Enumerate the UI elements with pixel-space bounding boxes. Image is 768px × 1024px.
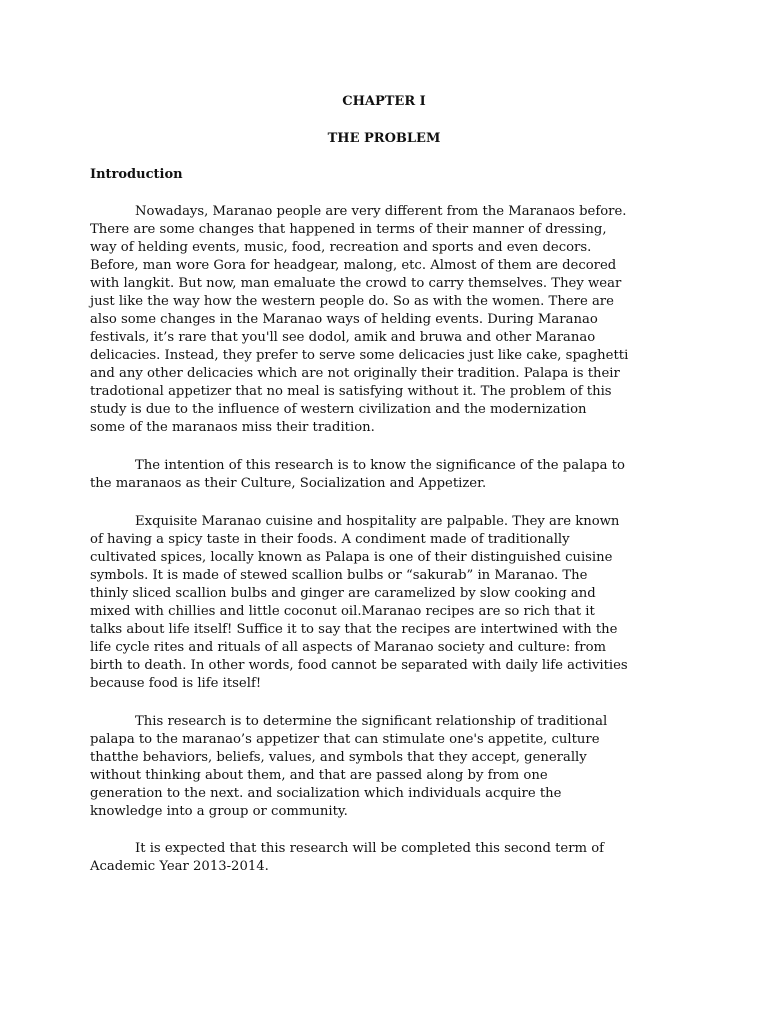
paragraph-line: just like the way how the western people do. So as with the women. There are xyxy=(90,294,614,309)
paragraph-line: birth to death. In other words, food cannot be separated with daily life activities xyxy=(90,658,628,673)
paragraph-line: It is expected that this research will be completed this second term of xyxy=(135,841,605,856)
paragraph-line: generation to the next. and socialization which individuals acquire the xyxy=(90,786,562,801)
paragraph-line: Before, man wore Gora for headgear, malong, etc. Almost of them are decored xyxy=(90,258,617,273)
paragraph-line: There are some changes that happened in terms of their manner of dressing, xyxy=(90,222,607,237)
paragraph-line: of having a spicy taste in their foods. A condiment made of traditionally xyxy=(90,532,570,547)
paragraph-line: delicacies. Instead, they prefer to serve some delicacies just like cake, spaghetti xyxy=(90,348,629,363)
paragraph-line: with langkit. But now, man emaluate the crowd to carry themselves. They wear xyxy=(90,276,622,291)
paragraph-line: festivals, it’s rare that you'll see dodol, amik and bruwa and other Maranao xyxy=(90,330,596,345)
paragraph-line: knowledge into a group or community. xyxy=(90,804,348,819)
paragraph-line: also some changes in the Maranao ways of helding events. During Maranao xyxy=(90,312,598,327)
paragraph-line: because food is life itself! xyxy=(90,676,262,691)
paragraph-3 xyxy=(90,513,680,693)
paragraph-2 xyxy=(90,457,680,493)
paragraph-line: the maranaos as their Culture, Socialization and Appetizer. xyxy=(90,476,487,491)
chapter-title: THE PROBLEM xyxy=(327,131,441,146)
paragraph-4 xyxy=(90,713,680,821)
paragraph-line: tradotional appetizer that no meal is satisfying without it. The problem of this xyxy=(90,384,612,399)
paragraph-line: talks about life itself! Suffice it to say that the recipes are intertwined with the xyxy=(90,622,618,637)
paragraph-line: mixed with chillies and little coconut oil.Maranao recipes are so rich that it xyxy=(90,604,595,619)
chapter-label: CHAPTER I xyxy=(342,94,426,109)
paragraph-line: life cycle rites and rituals of all aspects of Maranao society and culture: from xyxy=(90,640,607,655)
paragraph-line: Nowadays, Maranao people are very different from the Maranaos before. xyxy=(135,204,627,219)
paragraph-line: study is due to the influence of western civilization and the modernization xyxy=(90,402,587,417)
paragraph-line: thatthe behaviors, beliefs, values, and symbols that they accept, generally xyxy=(90,750,587,765)
paragraph-5 xyxy=(90,840,680,876)
paragraph-line: some of the maranaos miss their tradition. xyxy=(90,420,375,435)
paragraph-line: Exquisite Maranao cuisine and hospitality are palpable. They are known xyxy=(135,514,620,529)
paragraph-1 xyxy=(90,203,680,437)
paragraph-line: symbols. It is made of stewed scallion bulbs or “sakurab” in Maranao. The xyxy=(90,568,588,583)
paragraph-line: thinly sliced scallion bulbs and ginger are caramelized by slow cooking and xyxy=(90,586,596,601)
paragraph-line: Academic Year 2013-2014. xyxy=(90,859,269,874)
paragraph-line: This research is to determine the significant relationship of traditional xyxy=(135,714,608,729)
paragraph-line: cultivated spices, locally known as Palapa is one of their distinguished cuisine xyxy=(90,550,613,565)
paragraph-line: without thinking about them, and that are passed along by from one xyxy=(90,768,548,783)
paragraph-line: and any other delicacies which are not originally their tradition. Palapa is their xyxy=(90,366,620,381)
section-heading: Introduction xyxy=(90,167,183,182)
paragraph-line: The intention of this research is to know the significance of the palapa to xyxy=(135,458,625,473)
paragraph-line: way of helding events, music, food, recreation and sports and even decors. xyxy=(90,240,592,255)
paragraph-line: palapa to the maranao’s appetizer that can stimulate one's appetite, culture xyxy=(90,732,600,747)
